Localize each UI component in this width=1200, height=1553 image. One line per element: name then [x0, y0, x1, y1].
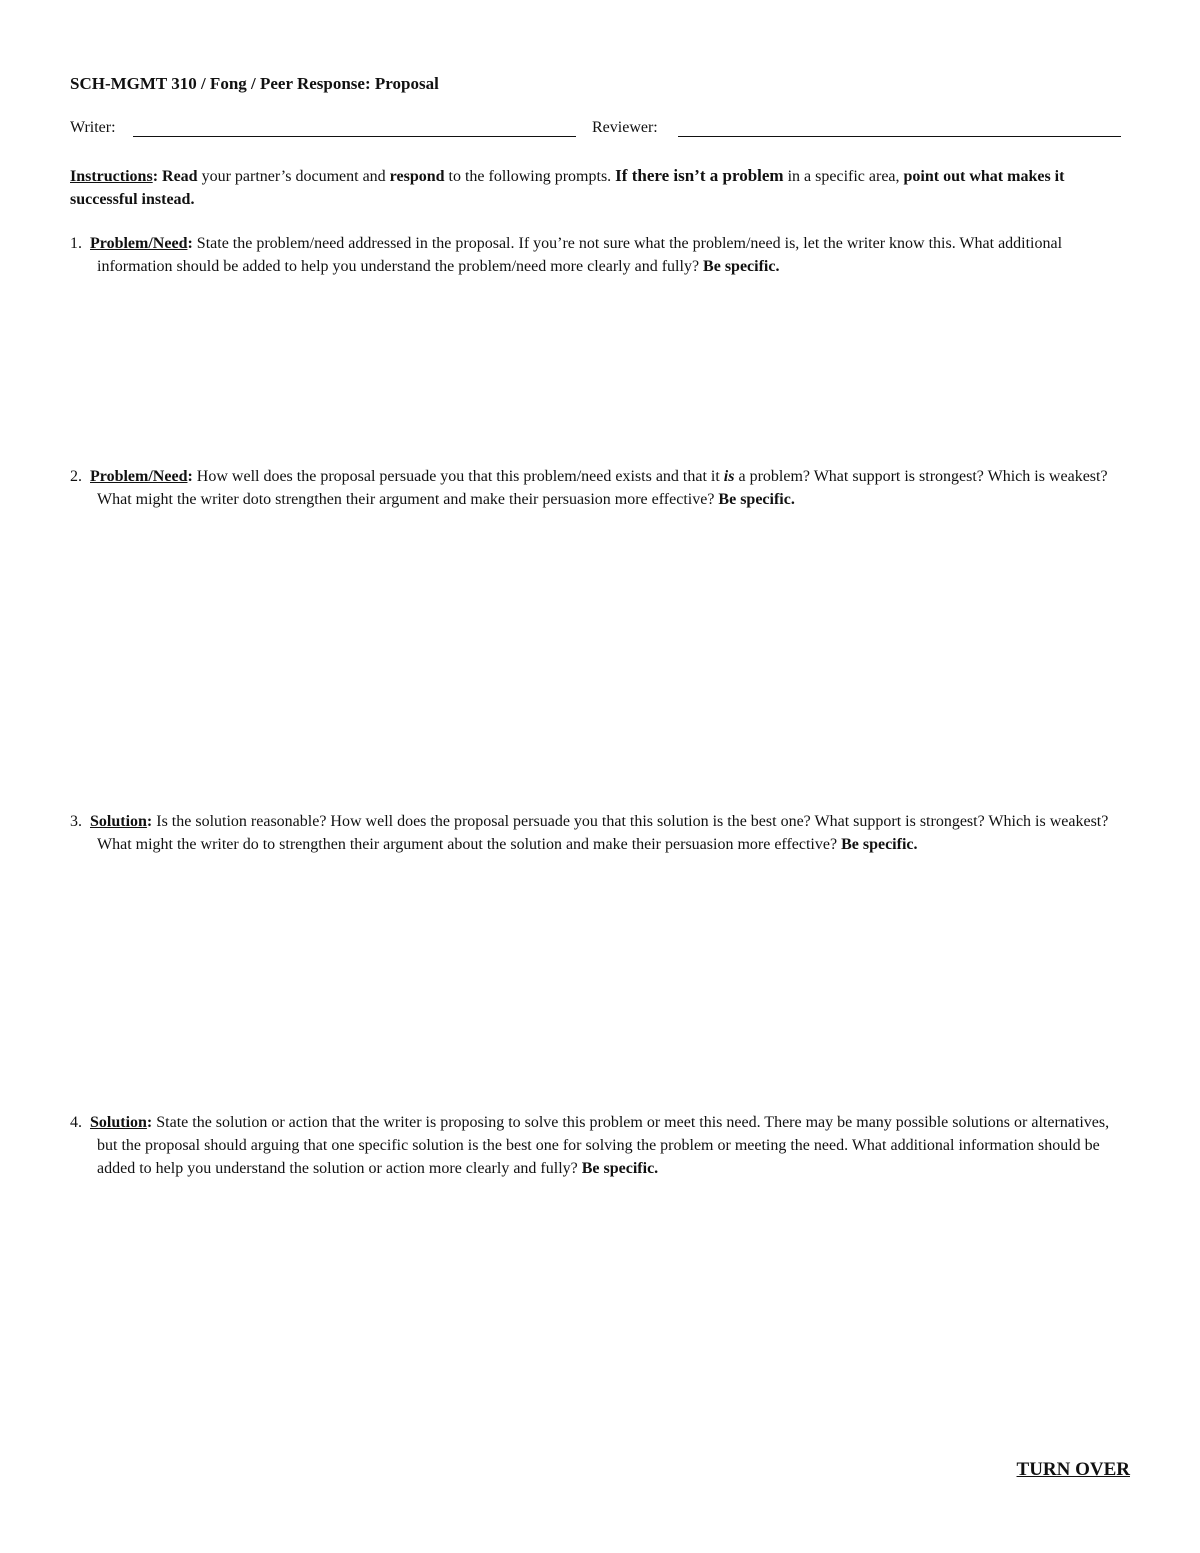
turn-over-label: TURN OVER [1016, 1459, 1130, 1480]
question-text: Is the solution reasonable? How well does the proposal persuade you that this solution is the best one? What support is strongest? Which is weakest? What might the writer do to strengthen their argument about the solution and make their persuasion more effective? [97, 813, 1109, 853]
question-text: State the problem/need addressed in the proposal. If you’re not sure what the problem/need is, let the writer know this. What additional information should be added to help you understand the problem/need more clearly and fully? [97, 235, 1063, 275]
instructions-paragraph [70, 164, 1130, 211]
question-heading: Problem/Need [90, 235, 188, 252]
question-text-a: How well does the proposal persuade you that this problem/need exists and that it [192, 468, 724, 485]
question-2 [70, 465, 1130, 511]
question-1 [70, 232, 1130, 278]
instructions-text-3: in a specific area, [783, 168, 904, 185]
question-text: State the solution or action that the writer is proposing to solve this problem or meet this need. There may be many possible solutions or alternatives, but the proposal should arguing that one specific solution is the best one for solving the problem or meeting the need. What additional information should be added to help you understand the solution or action more clearly and fully? [97, 1114, 1110, 1177]
question-emphasis: Be specific. [841, 836, 918, 853]
instructions-label: Instructions [70, 168, 153, 185]
question-heading: Problem/Need [90, 468, 188, 485]
instructions-text-1: your partner’s document and [197, 168, 390, 185]
question-italic-word: is [723, 468, 735, 485]
question-number: 4. [70, 1114, 82, 1131]
question-number: 1. [70, 235, 82, 252]
instructions-no-problem: If there isn’t a problem [615, 166, 784, 185]
question-3 [70, 810, 1130, 856]
instructions-point-out: point out what makes it successful instead. [70, 168, 1065, 208]
document-title: SCH-MGMT 310 / Fong / Peer Response: Proposal [70, 74, 439, 93]
writer-label: Writer: [70, 119, 116, 136]
question-colon: : [146, 813, 153, 830]
question-number: 2. [70, 468, 82, 485]
question-emphasis: Be specific. [581, 1160, 659, 1177]
signature-row [70, 119, 1122, 141]
question-4 [70, 1111, 1130, 1180]
writer-blank-line [133, 136, 576, 137]
question-heading: Solution [90, 813, 147, 830]
instructions-colon: : [152, 168, 159, 185]
instructions-read: Read [162, 168, 198, 185]
question-text-b: a problem? What support is strongest? Which is weakest? What might the writer doto strengthen their argument and make their persuasion more effective? [97, 468, 1108, 508]
reviewer-label: Reviewer: [592, 119, 658, 136]
reviewer-blank-line [678, 136, 1121, 137]
question-number: 3. [70, 813, 82, 830]
question-emphasis: Be specific. [718, 491, 795, 508]
question-colon: : [187, 235, 193, 252]
instructions-respond: respond [389, 168, 445, 185]
question-colon: : [146, 1114, 153, 1131]
question-emphasis: Be specific. [703, 258, 780, 275]
question-colon: : [187, 468, 193, 485]
question-heading: Solution [90, 1114, 147, 1131]
instructions-text-2: to the following prompts. [444, 168, 616, 185]
